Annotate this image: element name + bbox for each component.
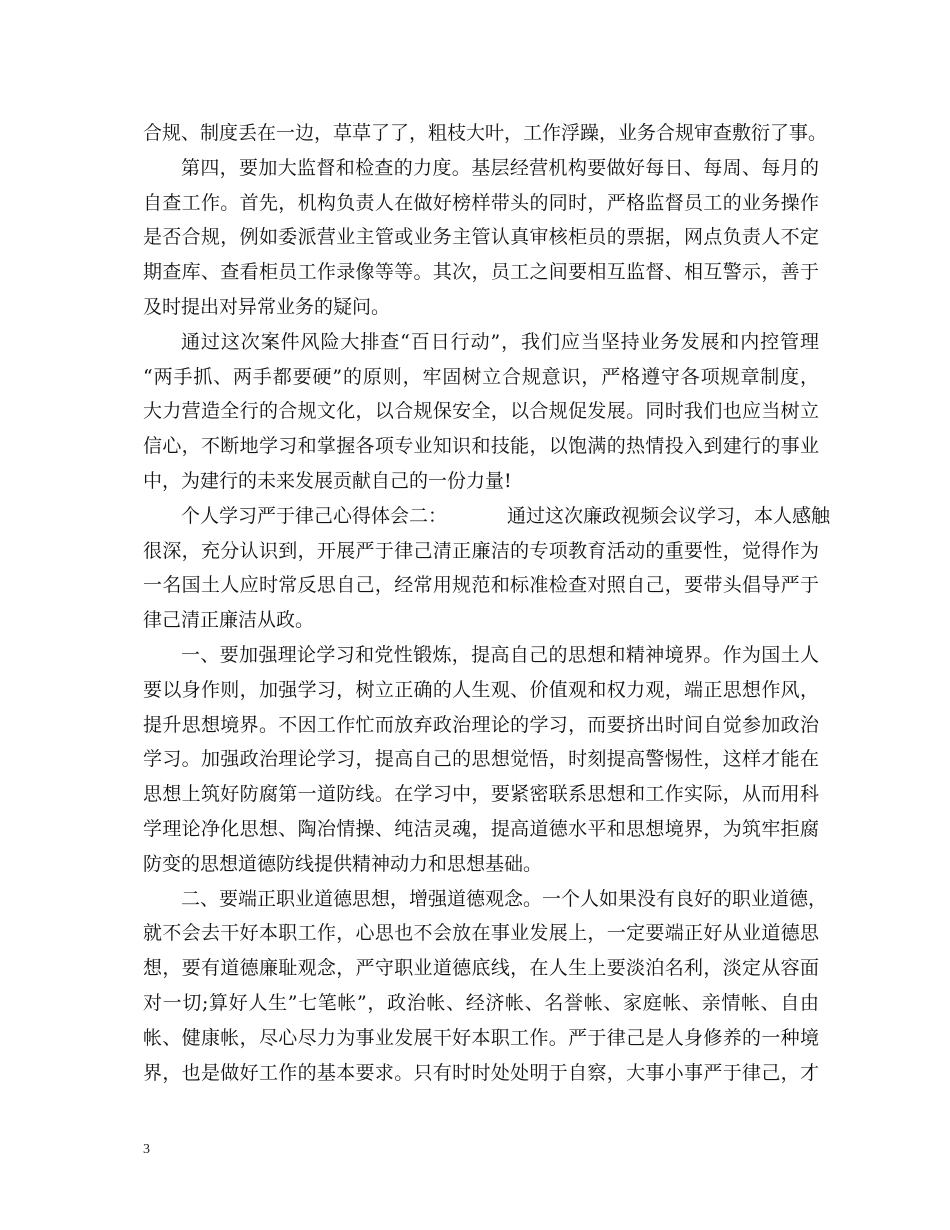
text-line: 期查库、查看柜员工作录像等等。其次，员工之间要相互监督、相互警示，善于 — [143, 261, 819, 284]
text-line: 很深，充分认识到，开展严于律己清正廉洁的专项教育活动的重要性，觉得作为 — [143, 539, 819, 562]
text-line: “两手抓、两手都要硬”的原则，牢固树立合规意识，严格遵守各项规章制度， — [143, 365, 819, 388]
text-line: 自查工作。首先，机构负责人在做好榜样带头的同时，严格监督员工的业务操作 — [143, 191, 819, 214]
text-line: 中，为建行的未来发展贡献自己的一份力量! — [143, 469, 512, 492]
text-line: 想，要有道德廉耻观念，严守职业道德底线，在人生上要淡泊名利，淡定从容面 — [143, 957, 819, 980]
text-line: 合规、制度丢在一边，草草了了，粗枝大叶，工作浮躁，业务合规审查敷衍了事。 — [143, 122, 828, 144]
text-line: 是否合规，例如委派营业主管或业务主管认真审核柜员的票据，网点负责人不定 — [143, 226, 819, 249]
body-text — [143, 116, 831, 1090]
text-line: 就不会去干好本职工作，心思也不会放在事业发展上，一定要端正好从业道德思 — [143, 922, 819, 945]
text-line: 大力营造全行的合规文化，以合规保安全，以合规促发展。同时我们也应当树立 — [143, 400, 819, 423]
text-line: 提升思想境界。不因工作忙而放弃政治理论的学习，而要挤出时间自觉参加政治 — [143, 713, 819, 736]
text-line: 界，也是做好工作的基本要求。只有时时处处明于自察，大事小事严于律己，才 — [143, 1061, 819, 1084]
text-line: 帐、健康帐，尽心尽力为事业发展干好本职工作。严于律己是人身修养的一种境 — [143, 1026, 819, 1049]
text-line: 一、要加强理论学习和党性锻炼，提高自己的思想和精神境界。作为国土人 — [181, 643, 819, 666]
text-line: 通过这次案件风险大排查“百日行动”，我们应当坚持业务发展和内控管理 — [181, 330, 819, 353]
text-line: 律己清正廉洁从政。 — [143, 609, 315, 632]
text-line: 防变的思想道德防线提供精神动力和思想基础。 — [143, 852, 543, 875]
text-line: 要以身作则，加强学习，树立正确的人生观、价值观和权力观，端正思想作风， — [143, 678, 819, 701]
text-line — [143, 499, 831, 534]
text-line: 第四，要加大监督和检查的力度。基层经营机构要做好每日、每周、每月的 — [181, 156, 819, 179]
text-line: 信心，不断地学习和掌握各项专业知识和技能，以饱满的热情投入到建行的事业 — [143, 435, 819, 458]
text-line: 二、要端正职业道德思想，增强道德观念。一个人如果没有良好的职业道德， — [181, 887, 828, 910]
text-line: 对一切;算好人生”七笔帐”，政治帐、经济帐、名誉帐、家庭帐、亲情帐、自由 — [143, 991, 819, 1014]
section-heading: 个人学习严于律己心得体会二： — [181, 504, 448, 527]
text-line: 学理论净化思想、陶冶情操、纯洁灵魂，提高道德水平和思想境界，为筑牢拒腐 — [143, 817, 819, 840]
page-number: 3 — [143, 1142, 150, 1157]
text-line-continuation: 通过这次廉政视频会议学习，本人感触 — [507, 504, 831, 527]
text-line: 学习。加强政治理论学习，提高自己的思想觉悟，时刻提高警惕性，这样才能在 — [143, 748, 819, 771]
text-line: 一名国土人应时常反思自己，经常用规范和标准检查对照自己，要带头倡导严于 — [143, 574, 819, 597]
text-line: 思想上筑好防腐第一道防线。在学习中，要紧密联系思想和工作实际，从而用科 — [143, 783, 819, 806]
text-line: 及时提出对异常业务的疑问。 — [143, 295, 391, 318]
